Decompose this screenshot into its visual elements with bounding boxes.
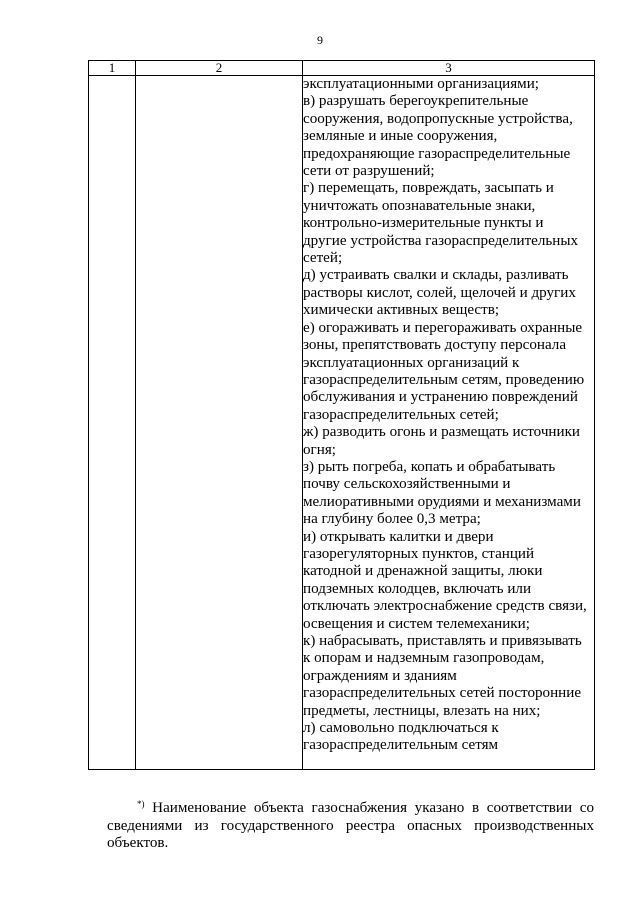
footnote-line: объектов. [107,835,169,851]
cell-text-line: г) перемещать, повреждать, засыпать и [303,180,554,197]
column-header-1: 1 [89,61,136,76]
cell-text-line: отключать электроснабжение средств связи, [303,598,587,615]
footnote-text: Наименование объекта газоснабжения указано в соответствии со [152,800,594,816]
table-row [89,76,595,770]
cell-text-line: катодной и дренажной защиты, люки [303,563,543,580]
cell-text-line: сети от разрушений; [303,163,435,180]
cell-text-line: газорегуляторных пунктов, станций [303,545,535,562]
document-table [88,60,595,770]
cell-text-line: газораспределительным сетям, проведению [303,371,585,388]
cell-column-2 [136,76,303,770]
column-header-2: 2 [136,61,303,76]
cell-text-line: другие устройства газораспределительных [303,232,579,249]
cell-text-line: к) набрасывать, приставлять и привязывать [303,633,582,649]
page-number: 9 [317,33,323,47]
cell-text-line: з) рыть погреба, копать и обрабатывать [303,458,556,475]
cell-column-1 [89,76,136,770]
cell-text-line: зоны, препятствовать доступу персонала [303,337,567,354]
cell-text-line: л) самовольно подключаться к [303,720,499,737]
footnote [107,800,594,853]
cell-text-line: почву сельскохозяйственными и [303,476,511,493]
cell-text-line: ограждениям и зданиям [303,667,457,684]
cell-text-line: газораспределительных сетей; [303,406,499,423]
cell-text-line: предохраняющие газораспределительные [303,145,571,162]
cell-text-line: газораспределительных сетей посторонние [303,685,582,702]
cell-text-line: газораспределительным сетям [303,737,499,754]
cell-text-line: предметы, лестницы, влезать на них; [303,702,541,719]
footnote-marker: *) [137,799,145,809]
cell-text-line: на глубину более 0,3 метра; [303,511,481,528]
cell-text-line: в) разрушать берегоукрепительные [303,93,529,110]
cell-text-line: е) огораживать и перегораживать охранные [303,319,583,336]
footnote-line [107,800,594,818]
cell-text-line: уничтожать опознавательные знаки, [303,197,536,214]
cell-text-line: сетей; [303,250,343,267]
cell-text-line: освещения и систем телемеханики; [303,615,530,632]
footnote-line: сведениями из государственного реестра опасных производственных [107,817,594,834]
cell-text-line: обслуживания и устранению повреждений [303,389,578,406]
cell-text-line: д) устраивать свалки и склады, разливать [303,267,569,284]
cell-text-line: эксплуатационных организаций к [303,354,520,371]
cell-text-line: растворы кислот, солей, щелочей и других [303,284,576,301]
cell-text-line: мелиоративными орудиями и механизмами [303,493,581,510]
cell-text-line: огня; [303,441,336,458]
cell-text-line: химически активных веществ; [303,302,500,319]
cell-text-line: контрольно-измерительные пункты и [303,215,544,232]
cell-text-line: ж) разводить огонь и размещать источники [303,424,580,441]
cell-text-line: эксплуатационными организациями; [303,76,540,92]
cell-text-line: к опорам и надземным газопроводам, [303,650,545,667]
cell-text-line: земляные и иные сооружения, [303,128,498,145]
cell-text-line: сооружения, водопропускные устройства, [303,110,573,127]
cell-column-3 [303,76,595,770]
cell-text-line: и) открывать калитки и двери [303,528,494,545]
table-header-row [89,61,595,76]
cell-text-line: подземных колодцев, включать или [303,580,532,597]
column-header-3: 3 [303,61,595,76]
